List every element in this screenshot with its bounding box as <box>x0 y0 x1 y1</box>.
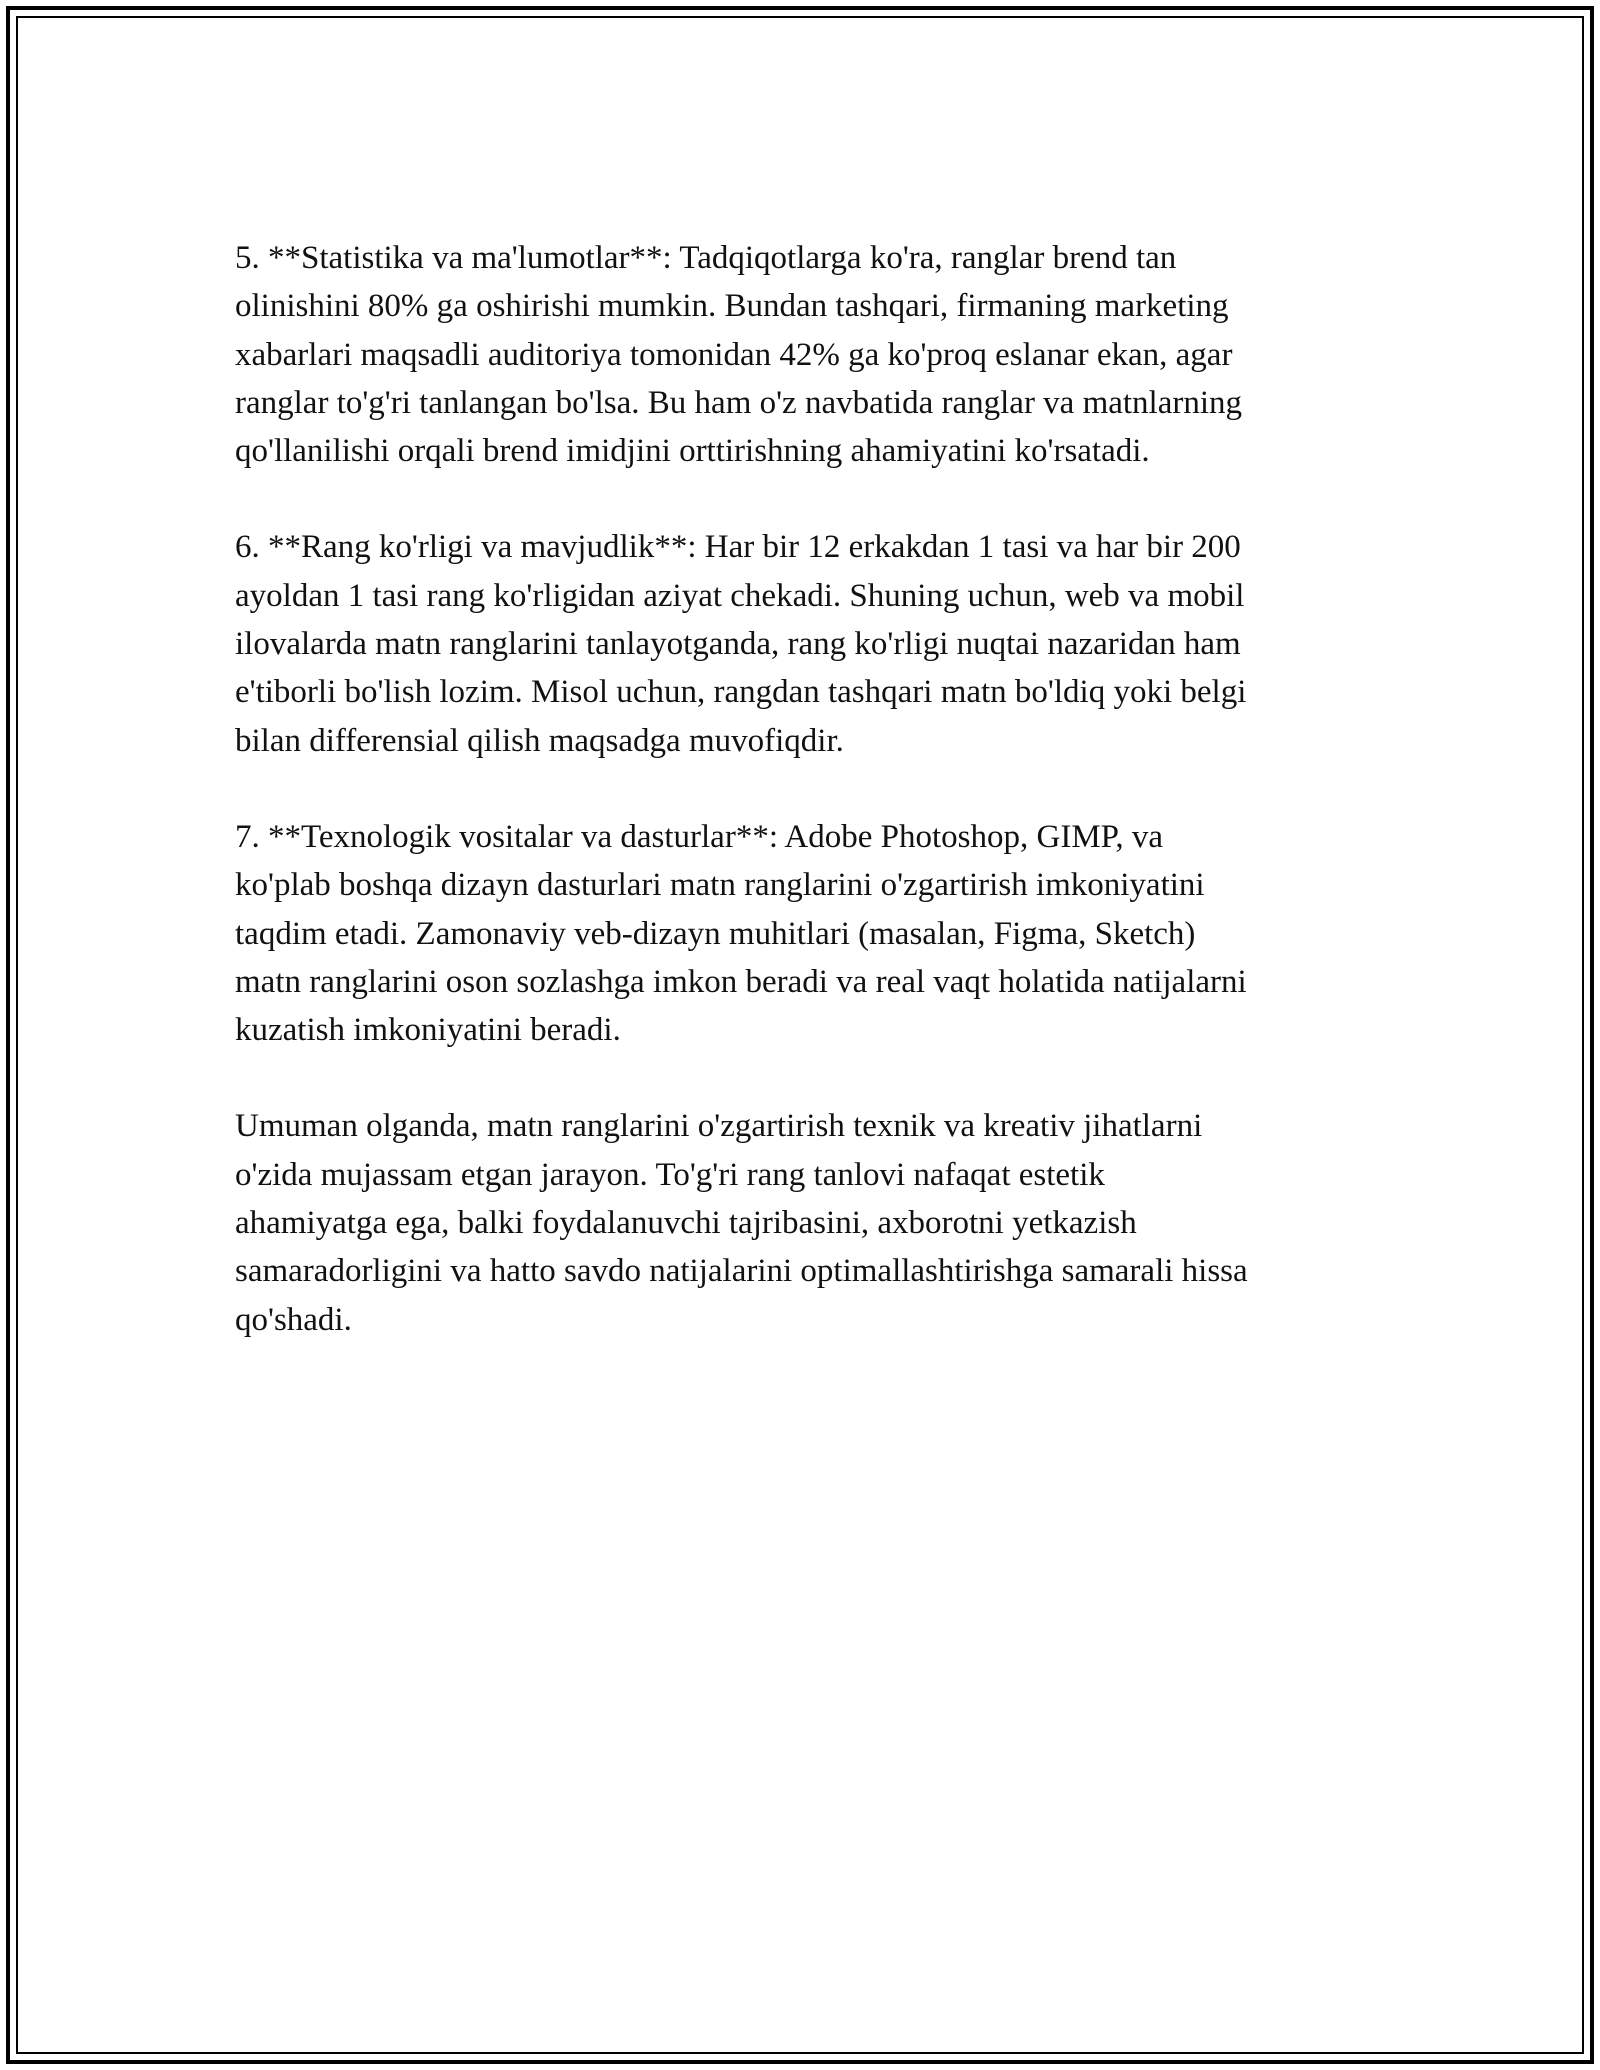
text-line: ranglar to'g'ri tanlangan bo'lsa. Bu ham o'z navbatida ranglar va matnlarning <box>235 384 1243 421</box>
text-line: kuzatish imkoniyatini beradi. <box>235 1012 621 1049</box>
text-line: qo'shadi. <box>235 1301 352 1338</box>
text-line: xabarlari maqsadli auditoriya tomonidan 42% ga ko'proq eslanar ekan, agar <box>235 336 1233 373</box>
document-body <box>235 234 1375 1344</box>
text-line: Umuman olganda, matn ranglarini o'zgartirish texnik va kreativ jihatlarni <box>235 1108 1203 1145</box>
paragraph-statistics <box>235 234 1375 475</box>
text-line: o'zida mujassam etgan jarayon. To'g'ri rang tanlovi nafaqat estetik <box>235 1156 1105 1193</box>
text-line: ahamiyatga ega, balki foydalanuvchi tajribasini, axborotni yetkazish <box>235 1205 1137 1242</box>
text-line: ayoldan 1 tasi rang ko'rligidan aziyat chekadi. Shuning uchun, web va mobil <box>235 577 1245 614</box>
text-line: bilan differensial qilish maqsadga muvofiqdir. <box>235 722 844 759</box>
paragraph-color-blindness <box>235 523 1375 764</box>
text-line: ko'plab boshqa dizayn dasturlari matn ranglarini o'zgartirish imkoniyatini <box>235 867 1205 904</box>
text-line: taqdim etadi. Zamonaviy veb-dizayn muhitlari (masalan, Figma, Sketch) <box>235 915 1196 952</box>
text-line: qo'llanilishi orqali brend imidjini orttirishning ahamiyatini ko'rsatadi. <box>235 433 1150 470</box>
text-line: ilovalarda matn ranglarini tanlayotganda, rang ko'rligi nuqtai nazaridan ham <box>235 626 1241 663</box>
paragraph-conclusion <box>235 1102 1375 1343</box>
paragraph-tools <box>235 813 1375 1054</box>
text-line: samaradorligini va hatto savdo natijalarini optimallashtirishga samarali hissa <box>235 1253 1248 1290</box>
text-line: 7. **Texnologik vositalar va dasturlar**: Adobe Photoshop, GIMP, va <box>235 818 1164 855</box>
text-line: 6. **Rang ko'rligi va mavjudlik**: Har bir 12 erkakdan 1 tasi va har bir 200 <box>235 529 1241 566</box>
text-line: 5. **Statistika va ma'lumotlar**: Tadqiqotlarga ko'ra, ranglar brend tan <box>235 240 1177 276</box>
text-line: e'tiborli bo'lish lozim. Misol uchun, rangdan tashqari matn bo'ldiq yoki belgi <box>235 674 1247 711</box>
text-line: matn ranglarini oson sozlashga imkon beradi va real vaqt holatida natijalarni <box>235 963 1247 1000</box>
text-line: olinishini 80% ga oshirishi mumkin. Bundan tashqari, firmaning marketing <box>235 288 1229 325</box>
